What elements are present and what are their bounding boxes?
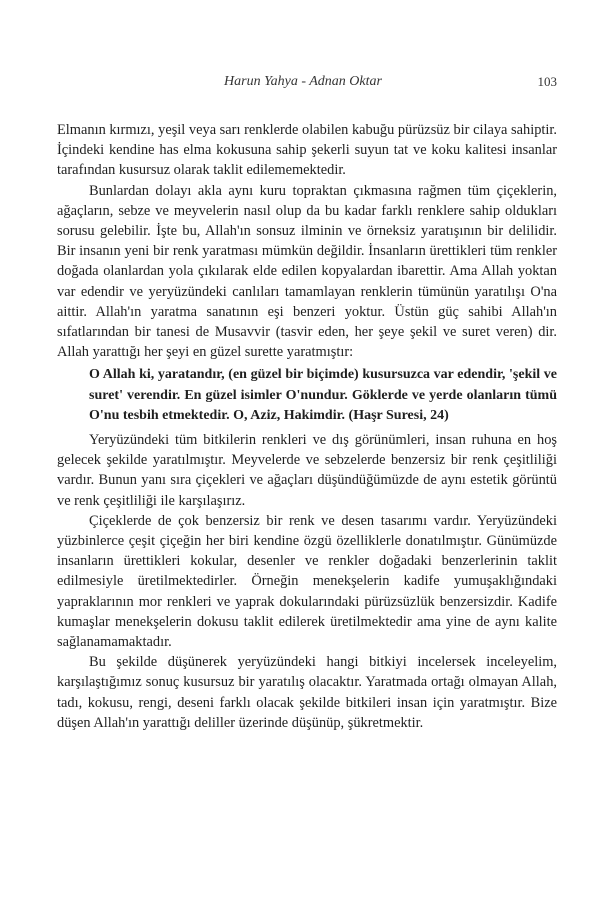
body-text xyxy=(57,120,557,733)
paragraph-plant-appearance: Yeryüzündeki tüm bitkilerin renkleri ve dış görünümleri, insan ruhuna en hoş gelecek şekilde yaratılmıştır. Meyvelerde ve sebzelerde benzersiz bir renk çeşitliliği vardır. Bunun yanı sıra çiçekleri ve ağaçları düşündüğümüzde de aynı estetik görüntü ve renk çeşitliliği ile karşılaşırız. xyxy=(57,432,557,509)
paragraph-conclusion: Bu şekilde düşünerek yeryüzündeki hangi bitkiyi incelersek inceleyelim, karşılaştığımız sonuç kusursuz bir yaratılış olacaktır. Yaratmada ortağı olmayan Allah, tadı, kokusu, rengi, deseni farklı olacak şekilde bitkileri insan için yaratmıştır. Bize düşen Allah'ın yarattığı deliller üzerinde düşünüp, şükretmektir. xyxy=(57,654,557,731)
running-header xyxy=(0,74,606,94)
quran-quote: O Allah ki, yaratandır, (en güzel bir biçimde) kusursuzca var edendir, 'şekil ve suret' verendir. En güzel isimler O'nundur. Göklerde ve yerde olanların tümü O'nu tesbih etmektedir. O, Aziz, Hakimdir. (Haşr Suresi, 24) xyxy=(89,367,557,423)
running-title: Harun Yahya - Adnan Oktar xyxy=(224,74,382,89)
page-number: 103 xyxy=(537,74,557,89)
paragraph-apple-skin: Elmanın kırmızı, yeşil veya sarı renklerde olabilen kabuğu pürüzsüz bir cilaya sahiptir. İçindeki kendine has elma kokusuna sahip şekerli suyun tat ve koku kalitesi insanlar tarafından kusursuz olarak taklit edilememektedir. xyxy=(57,122,557,179)
paragraph-colors-origin: Bunlardan dolayı akla aynı kuru topraktan çıkmasına rağmen tüm çiçeklerin, ağaçların, sebze ve meyvelerin nasıl olup da bu kadar farklı renklere sahip oldukları sorusu gelebilir. İşte bu, Allah'ın sonsuz ilminin ve örneksiz yaratışının bir delilidir. Bir insanın yeni bir renk yaratması mümkün değildir. İnsanların ürettikleri tüm renkler doğada olanlardan yola çıkılarak elde edilen kopyalardan ibarettir. Ama Allah yoktan var edendir ve yeryüzündeki canlıları tamamlayan renklerin tümünün yaratılışı O'na aittir. Allah'ın yaratma sanatının eşi benzeri yoktur. Üstün güç sahibi Allah'ın sıfatlarından bir tanesi de Musavvir (tasvir eden, her şeye şekil ve suret veren) dir. Allah yarattığı her şeyi en güzel surette yaratmıştır: xyxy=(57,182,557,361)
paragraph-flower-design: Çiçeklerde de çok benzersiz bir renk ve desen tasarımı vardır. Yeryüzündeki yüzbinlerce çeşit çiçeğin her biri kendine özgü özelliklerle donatılmıştır. Günümüzde insanların ürettikleri kokular, desenler ve renkler doğadaki benzerlerinin taklit edilmesiyle üretilmektedirler. Örneğin menekşelerin kadife yumuşaklığındaki yapraklarının mor renkleri ve yaprak dokularındaki pürüzsüzlük benzersizdir. Kadife kumaşlar menekşelerin dokusu taklit edilerek üretilmektedir ama yine de aynı kalite sağlanamamaktadır. xyxy=(57,512,557,651)
